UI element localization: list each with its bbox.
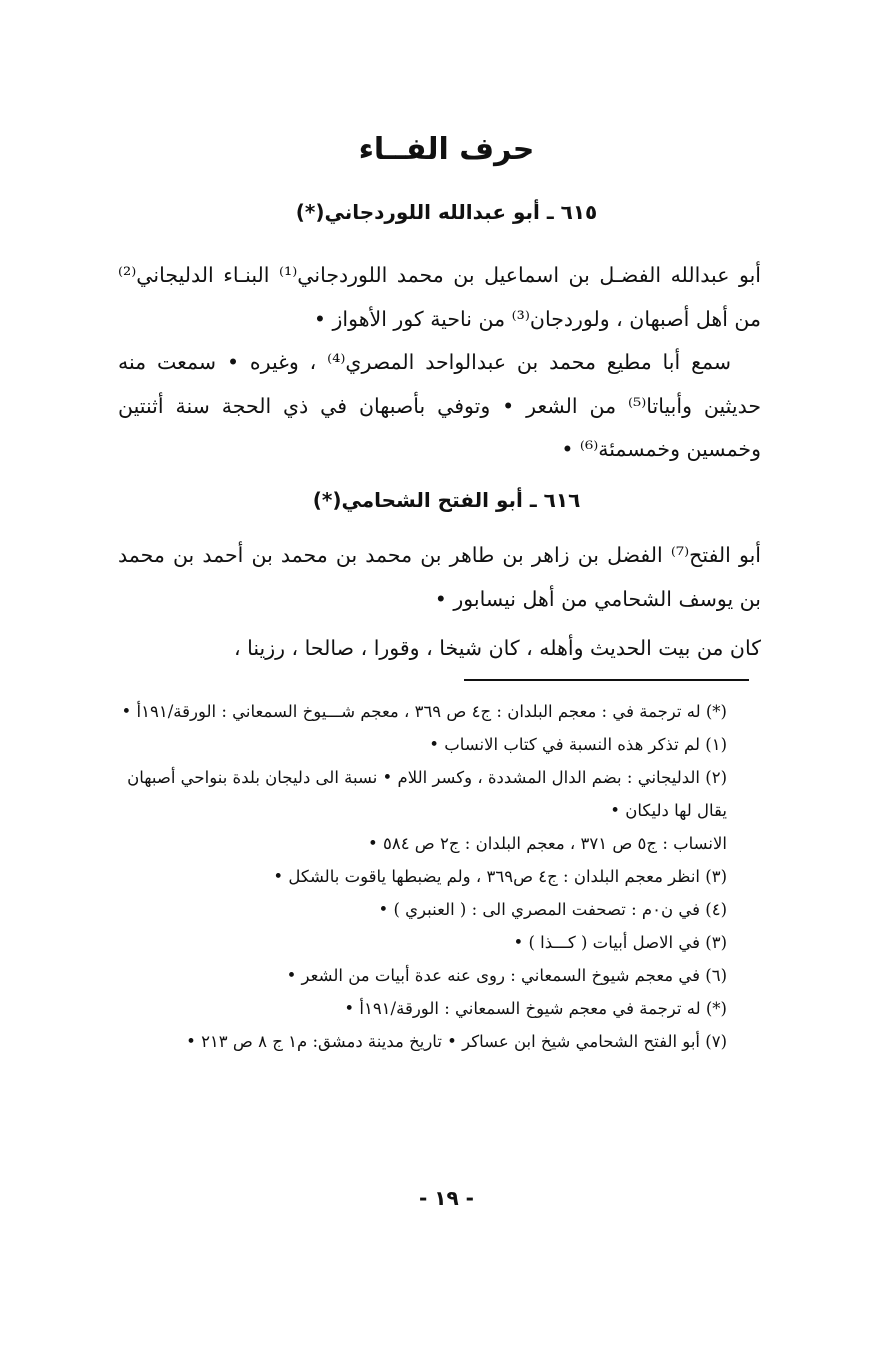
page-number: - ١٩ -	[419, 1186, 474, 1210]
footnote-divider	[464, 679, 749, 681]
entry-heading-615: ٦١٥ ـ أبو عبدالله اللوردجاني(*)	[295, 200, 598, 224]
footnote-5: (٣) في الاصل أبيات ( كـــذا ) •	[513, 933, 727, 952]
entry-616-body	[118, 534, 761, 671]
footnote-star-1: (*) له ترجمة في : معجم البلدان : ج٤ ص ٣٦٩ ، معجم شـــيوخ السمعاني : الورقة/١٩١أ •	[121, 702, 727, 721]
footnote-2: (٢) الدليجاني : بضم الدال المشددة ، وكسر اللام • نسبة الى دليجان بلدة بنواحي أصبهان يقال لها دليكان •	[127, 768, 727, 820]
footnote-4: (٤) في ن٠م : تصحفت المصري الى : ( العنبري ) •	[378, 900, 727, 919]
chapter-title: حرف الفــاء	[358, 132, 535, 167]
entry-615-paragraph-1: أبو عبدالله الفضـل بن اسماعيل بن محمد اللوردجاني⁽¹⁾ البنـاء الدليجاني⁽²⁾ من أهل أصبهان ، ولوردجان⁽³⁾ من ناحية كور الأهواز •	[118, 263, 761, 331]
footnote-7: (٧) أبو الفتح الشحامي شيخ ابن عساكر • تاريخ مدينة دمشق: م١ ج ٨ ص ٢١٣ •	[186, 1032, 727, 1051]
footnote-6: (٦) في معجم شيوخ السمعاني : روى عنه عدة أبيات من الشعر •	[286, 966, 727, 985]
entry-heading-616: ٦١٦ ـ أبو الفتح الشحامي(*)	[312, 488, 581, 512]
entry-616-paragraph-1: أبو الفتح⁽⁷⁾ الفضل بن زاهر بن طاهر بن محمد بن محمد بن أحمد بن محمد بن يوسف الشحامي من أهل نيسابور •	[118, 543, 761, 611]
footnote-1: (١) لم تذكر هذه النسبة في كتاب الانساب •	[429, 735, 727, 754]
entry-616-paragraph-2: كان من بيت الحديث وأهله ، كان شيخا ، وقورا ، صالحا ، رزينا ،	[233, 636, 761, 660]
footnote-3: (٣) انظر معجم البلدان : ج٤ ص٣٦٩ ، ولم يضبطها ياقوت بالشكل •	[273, 867, 727, 886]
footnotes	[118, 695, 761, 1058]
footnote-2-source: الانساب : ج٥ ص ٣٧١ ، معجم البلدان : ج٢ ص ٥٨٤ •	[367, 834, 727, 853]
footnote-star-2: (*) له ترجمة في معجم شيوخ السمعاني : الورقة/١٩١أ •	[344, 999, 727, 1018]
entry-615-paragraph-2: سمع أبا مطيع محمد بن عبدالواحد المصري⁽⁴⁾ ، وغيره • سمعت منه حديثين وأبياتا⁽⁵⁾ من الشعر • وتوفي بأصبهان في ذي الحجة سنة أثنتين وخمسين وخمسمئة⁽⁶⁾ •	[118, 350, 761, 461]
entry-615-body	[118, 254, 761, 472]
